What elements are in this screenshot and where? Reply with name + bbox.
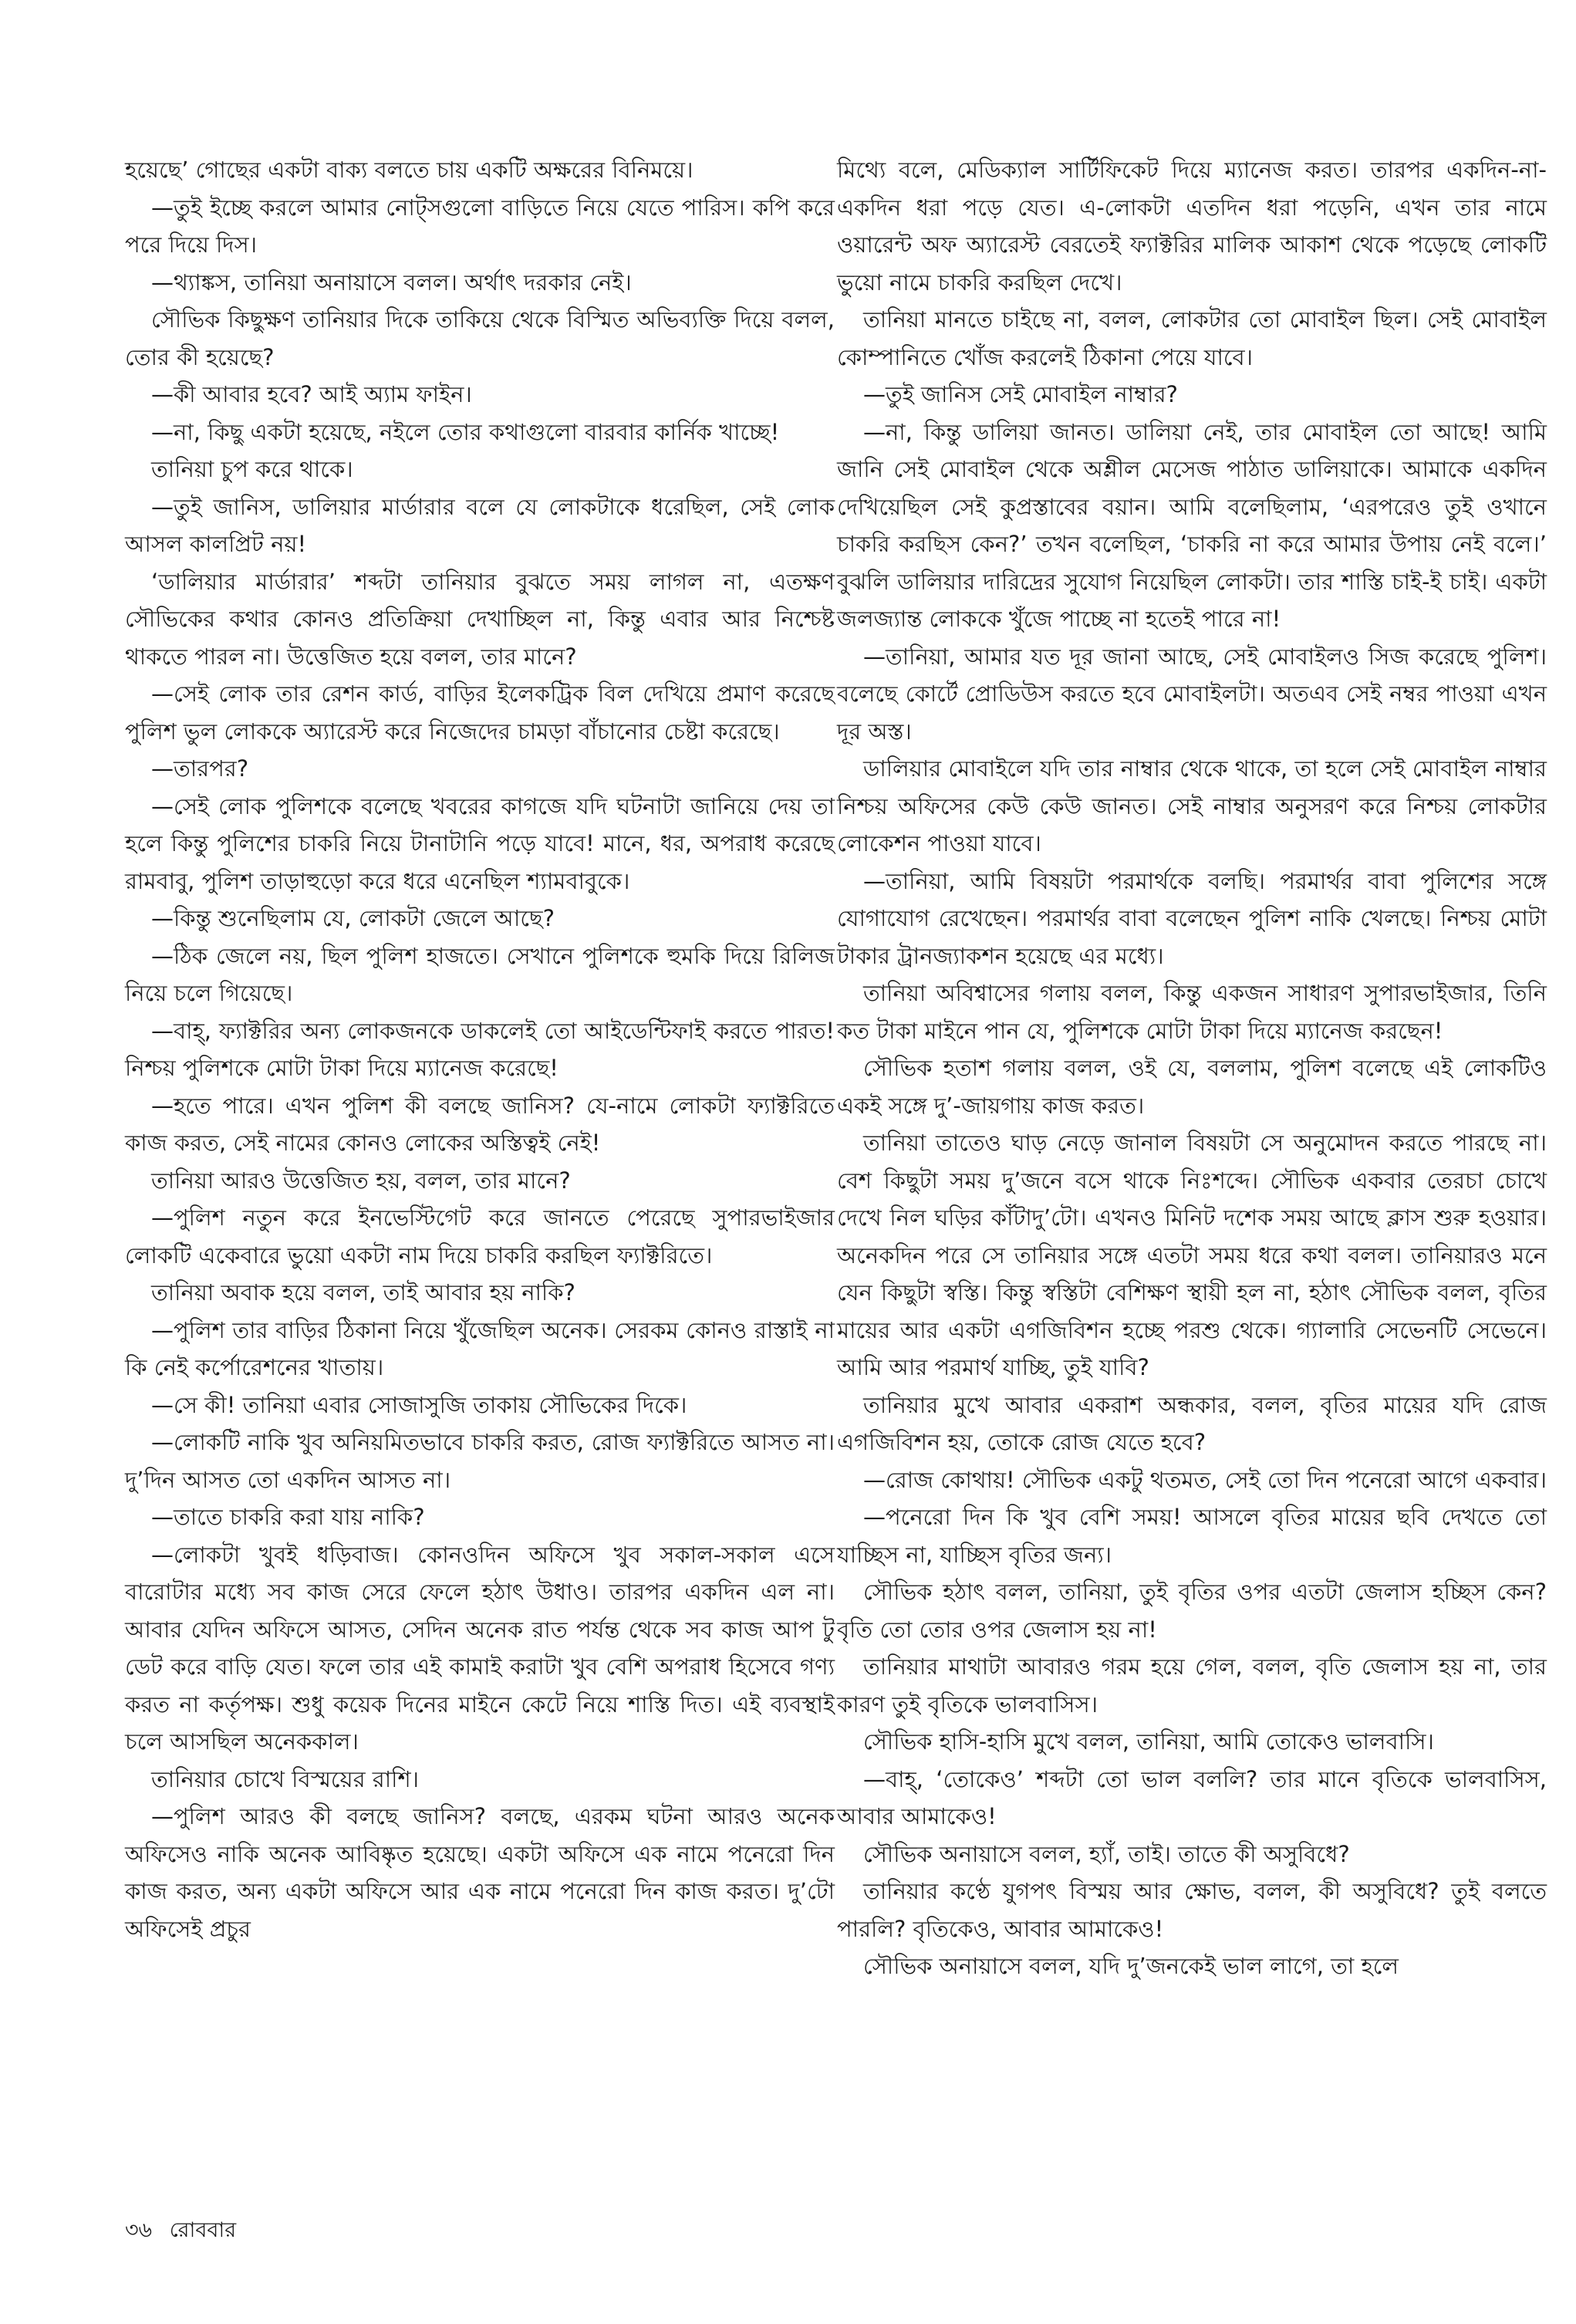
- paragraph: তানিয়ার মাথাটা আবারও গরম হয়ে গেল, বলল, বৃতি জেলাস হয় না, তার কারণ তুই বৃতিকে ভালবাসিস।: [837, 1653, 1547, 1718]
- paragraph: —বাহ্‌, ফ্যাক্টরির অন্য লোকজনকে ডাকলেই তো আইডেন্টিফাই করতে পারত! নিশ্চয় পুলিশকে মোটা টাকা দিয়ে ম্যানেজ করেছে!: [125, 1017, 835, 1081]
- paragraph: সৌভিক কিছুক্ষণ তানিয়ার দিকে তাকিয়ে থেকে বিস্মিত অভিব্যক্তি দিয়ে বলল, তোর কী হয়েছে?: [125, 306, 835, 370]
- paragraph: —তানিয়া, আমি বিষয়টা পরমার্থকে বলছি। পরমার্থর বাবা পুলিশের সঙ্গে যোগাযোগ রেখেছেন। পরমার্থর বাবা বলেছেন পুলিশ নাকি খেলছে। নিশ্চয় মোটা টাকার ট্রানজ্যাকশন হয়েছে এর মধ্যে।: [837, 867, 1547, 969]
- paragraph: —পুলিশ তার বাড়ির ঠিকানা নিয়ে খুঁজেছিল অনেক। সেরকম কোনও রাস্তাই না কি নেই কর্পোরেশনের খাতায়।: [125, 1316, 835, 1380]
- paragraph: —না, কিন্তু ডালিয়া জানত। ডালিয়া নেই, তার মোবাইল তো আছে! আমি জানি সেই মোবাইল থেকে অশ্লীল মেসেজ পাঠাত ডালিয়াকে। আমাকে একদিন দেখিয়েছিল সেই কুপ্রস্তাবের বয়ান। আমি বলেছিলাম, ‘এরপরেও তুই ওখানে চাকরি করছিস কেন?’ তখন বলেছিল, ‘চাকরি না করে আমার উপায় নেই বলে।’ বুঝলি ডালিয়ার দারিদ্রের সুযোগ নিয়েছিল লোকটা। তার শাস্তি চাই-ই চাই। একটা জলজ্যান্ত লোককে খুঁজে পাচ্ছে না হতেই পারে না!: [837, 418, 1547, 632]
- page-footer: [125, 2215, 247, 2246]
- paragraph: তানিয়ার চোখে বিস্ময়ের রাশি।: [151, 1765, 419, 1792]
- paragraph: —তারপর?: [151, 755, 249, 782]
- paragraph: তানিয়া তাতেও ঘাড় নেড়ে জানাল বিষয়টা সে অনুমোদন করতে পারছে না। বেশ কিছুটা সময় দু’জনে বসে থাকে নিঃশব্দে। সৌভিক একবার তেরচা চোখে দেখে নিল ঘড়ির কাঁটাদু’টো। এখনও মিনিট দশেক সময় আছে ক্লাস শুরু হওয়ার। অনেকদিন পরে সে তানিয়ার সঙ্গে এতটা সময় ধরে কথা বলল। তানিয়ারও মনে যেন কিছুটা স্বস্তি। কিন্তু স্বস্তিটা বেশিক্ষণ স্থায়ী হল না, হঠাৎ সৌভিক বলল, বৃতির মায়ের আর একটা এগজিবিশন হচ্ছে পরশু থেকে। গ্যালারি সেভেনটি সেভেনে। আমি আর পরমার্থ যাচ্ছি, তুই যাবি?: [837, 1130, 1547, 1380]
- left-column: [125, 151, 835, 1947]
- paragraph: —তুই জানিস, ডালিয়ার মার্ডারার বলে যে লোকটাকে ধরেছিল, সেই লোক আসল কালপ্রিট নয়!: [125, 493, 835, 557]
- paragraph: সৌভিক হতাশ গলায় বলল, ওই যে, বললাম, পুলিশ বলেছে এই লোকটিও একই সঙ্গে দু’-জায়গায় কাজ করত।: [837, 1055, 1547, 1119]
- paragraph: —রোজ কোথায়! সৌভিক একটু থতমত, সেই তো দিন পনেরো আগে একবার।: [863, 1466, 1547, 1493]
- paragraph: —তুই ইচ্ছে করলে আমার নোট্‌সগুলো বাড়িতে নিয়ে যেতে পারিস। কপি করে পরে দিয়ে দিস।: [125, 194, 835, 258]
- paragraph: —কিন্তু শুনেছিলাম যে, লোকটা জেলে আছে?: [151, 905, 555, 931]
- paragraph: —কী আবার হবে? আই অ্যাম ফাইন।: [151, 381, 472, 407]
- paragraph: —তাতে চাকরি করা যায় নাকি?: [151, 1504, 425, 1530]
- paragraph: তানিয়া অবিশ্বাসের গলায় বলল, কিন্তু একজন সাধারণ সুপারভাইজার, তিনি কত টাকা মাইনে পান যে, পুলিশকে মোটা টাকা দিয়ে ম্যানেজ করছেন!: [837, 980, 1547, 1044]
- paragraph: —পনেরো দিন কি খুব বেশি সময়! আসলে বৃতির মায়ের ছবি দেখতে তো যাচ্ছিস না, যাচ্ছিস বৃতির জন্য।: [837, 1504, 1547, 1568]
- paragraph: তানিয়া অবাক হয়ে বলল, তাই আবার হয় নাকি?: [151, 1279, 575, 1306]
- paragraph: মিথ্যে বলে, মেডিক্যাল সার্টিফিকেট দিয়ে ম্যানেজ করত। তারপর একদিন-না-একদিন ধরা পড়ে যেত। এ-লোকটা এতদিন ধরা পড়েনি, এখন তার নামে ওয়ারেন্ট অফ অ্যারেস্ট বেরতেই ফ্যাক্টরির মালিক আকাশ থেকে পড়েছে লোকটি ভুয়ো নামে চাকরি করছিল দেখে।: [837, 157, 1547, 296]
- paragraph: তানিয়া মানতে চাইছে না, বলল, লোকটার তো মোবাইল ছিল। সেই মোবাইল কোম্পানিতে খোঁজ করলেই ঠিকানা পেয়ে যাবে।: [837, 306, 1547, 370]
- paragraph: সৌভিক হাসি-হাসি মুখে বলল, তানিয়া, আমি তোকেও ভালবাসি।: [863, 1728, 1434, 1755]
- paragraph: —হতে পারে। এখন পুলিশ কী বলছে জানিস? যে-নামে লোকটা ফ্যাক্টরিতে কাজ করত, সেই নামের কোনও লোকের অস্তিত্বই নেই!: [125, 1092, 835, 1156]
- paragraph: ‘ডালিয়ার মার্ডারার’ শব্দটা তানিয়ার বুঝতে সময় লাগল না, এতক্ষণ সৌভিকের কথার কোনও প্রতিক্রিয়া দেখাচ্ছিল না, কিন্তু এবার আর নিশ্চেষ্ট থাকতে পারল না। উত্তেজিত হয়ে বলল, তার মানে?: [125, 568, 835, 670]
- paragraph: —বাহ্‌, ‘তোকেও’ শব্দটা তো ভাল বললি? তার মানে বৃতিকে ভালবাসিস, আবার আমাকেও!: [837, 1765, 1547, 1829]
- paragraph: —থ্যাঙ্কস, তানিয়া অনায়াসে বলল। অর্থাৎ দরকার নেই।: [151, 269, 632, 296]
- paragraph: —সে কী! তানিয়া এবার সোজাসুজি তাকায় সৌভিকের দিকে।: [151, 1391, 687, 1418]
- paragraph: —সেই লোক পুলিশকে বলেছে খবরের কাগজে যদি ঘটনাটা জানিয়ে দেয় তা হলে কিন্তু পুলিশের চাকরি নিয়ে টানাটানি পড়ে যাবে! মানে, ধর, অপরাধ করেছে রামবাবু, পুলিশ তাড়াহুড়ো করে ধরে এনেছিল শ্যামবাবুকে।: [125, 792, 835, 894]
- paragraph: তানিয়া আরও উত্তেজিত হয়, বলল, তার মানে?: [151, 1167, 571, 1194]
- page-number: ৩৬: [125, 2218, 153, 2242]
- paragraph: —তানিয়া, আমার যত দূর জানা আছে, সেই মোবাইলও সিজ করেছে পুলিশ। বলেছে কোর্টে প্রোডিউস করতে হবে মোবাইলটা। অতএব সেই নম্বর পাওয়া এখন দূর অস্ত।: [837, 643, 1547, 745]
- publication-name: রোববার: [169, 2218, 237, 2242]
- paragraph: তানিয়ার কণ্ঠে যুগপৎ বিস্ময় আর ক্ষোভ, বলল, কী অসুবিধে? তুই বলতে পারলি? বৃতিকেও, আবার আমাকেও!: [837, 1878, 1547, 1942]
- paragraph: —সেই লোক তার রেশন কার্ড, বাড়ির ইলেকট্রিক বিল দেখিয়ে প্রমাণ করেছে পুলিশ ভুল লোককে অ্যারেস্ট করে নিজেদের চামড়া বাঁচানোর চেষ্টা করেছে।: [125, 681, 835, 745]
- paragraph: —লোকটা খুবই ধড়িবাজ। কোনওদিন অফিসে খুব সকাল-সকাল এসে বারোটার মধ্যে সব কাজ সেরে ফেলে হঠাৎ উধাও। তারপর একদিন এল না। আবার যেদিন অফিসে আসত, সেদিন অনেক রাত পর্যন্ত থেকে সব কাজ আপ টু ডেট করে বাড়ি যেত। ফলে তার এই কামাই করাটা খুব বেশি অপরাধ হিসেবে গণ্য করত না কর্তৃপক্ষ। শুধু কয়েক দিনের মাইনে কেটে নিয়ে শাস্তি দিত। এই ব্যবস্থাই চলে আসছিল অনেককাল।: [125, 1541, 835, 1755]
- paragraph: —তুই জানিস সেই মোবাইল নাম্বার?: [863, 381, 1178, 407]
- paragraph: —ঠিক জেলে নয়, ছিল পুলিশ হাজতে। সেখানে পুলিশকে হুমকি দিয়ে রিলিজ নিয়ে চলে গিয়েছে।: [125, 942, 835, 1006]
- right-column: [837, 151, 1547, 1985]
- paragraph: সৌভিক হঠাৎ বলল, তানিয়া, তুই বৃতির ওপর এতটা জেলাস হচ্ছিস কেন? বৃতি তো তোর ওপর জেলাস হয় না!: [837, 1579, 1547, 1643]
- paragraph: —পুলিশ আরও কী বলছে জানিস? বলছে, এরকম ঘটনা আরও অনেক অফিসেও নাকি অনেক আবিষ্কৃত হয়েছে। একটা অফিসে এক নামে পনেরো দিন কাজ করত, অন্য একটা অফিসে আর এক নামে পনেরো দিন কাজ করত। দু’টো অফিসেই প্রচুর: [125, 1803, 835, 1942]
- paragraph: —পুলিশ নতুন করে ইনভেস্টিগেট করে জানতে পেরেছে সুপারভাইজার লোকটি একেবারে ভুয়ো একটা নাম দিয়ে চাকরি করছিল ফ্যাক্টরিতে।: [125, 1204, 835, 1268]
- paragraph: —না, কিছু একটা হয়েছে, নইলে তোর কথাগুলো বারবার কার্নিক খাচ্ছে!: [151, 418, 780, 445]
- paragraph: তানিয়ার মুখে আবার একরাশ অন্ধকার, বলল, বৃতির মায়ের যদি রোজ এগজিবিশন হয়, তোকে রোজ যেতে হবে?: [837, 1391, 1547, 1455]
- paragraph: হয়েছে’ গোছের একটা বাক্য বলতে চায় একটি অক্ষরের বিনিময়ে।: [125, 157, 694, 183]
- paragraph: তানিয়া চুপ করে থাকে।: [151, 456, 353, 482]
- paragraph: ডালিয়ার মোবাইলে যদি তার নাম্বার থেকে থাকে, তা হলে সেই মোবাইল নাম্বার নিশ্চয় অফিসের কেউ কেউ জানত। সেই নাম্বার অনুসরণ করে নিশ্চয় লোকটার লোকেশন পাওয়া যাবে।: [837, 755, 1547, 856]
- paragraph: সৌভিক অনায়াসে বলল, যদি দু’জনকেই ভাল লাগে, তা হলে: [863, 1953, 1399, 1979]
- paragraph: —লোকটি নাকি খুব অনিয়মিতভাবে চাকরি করত, রোজ ফ্যাক্টরিতে আসত না। দু’দিন আসত তো একদিন আসত না।: [125, 1429, 835, 1493]
- paragraph: সৌভিক অনায়াসে বলল, হ্যাঁ, তাই। তাতে কী অসুবিধে?: [863, 1840, 1350, 1867]
